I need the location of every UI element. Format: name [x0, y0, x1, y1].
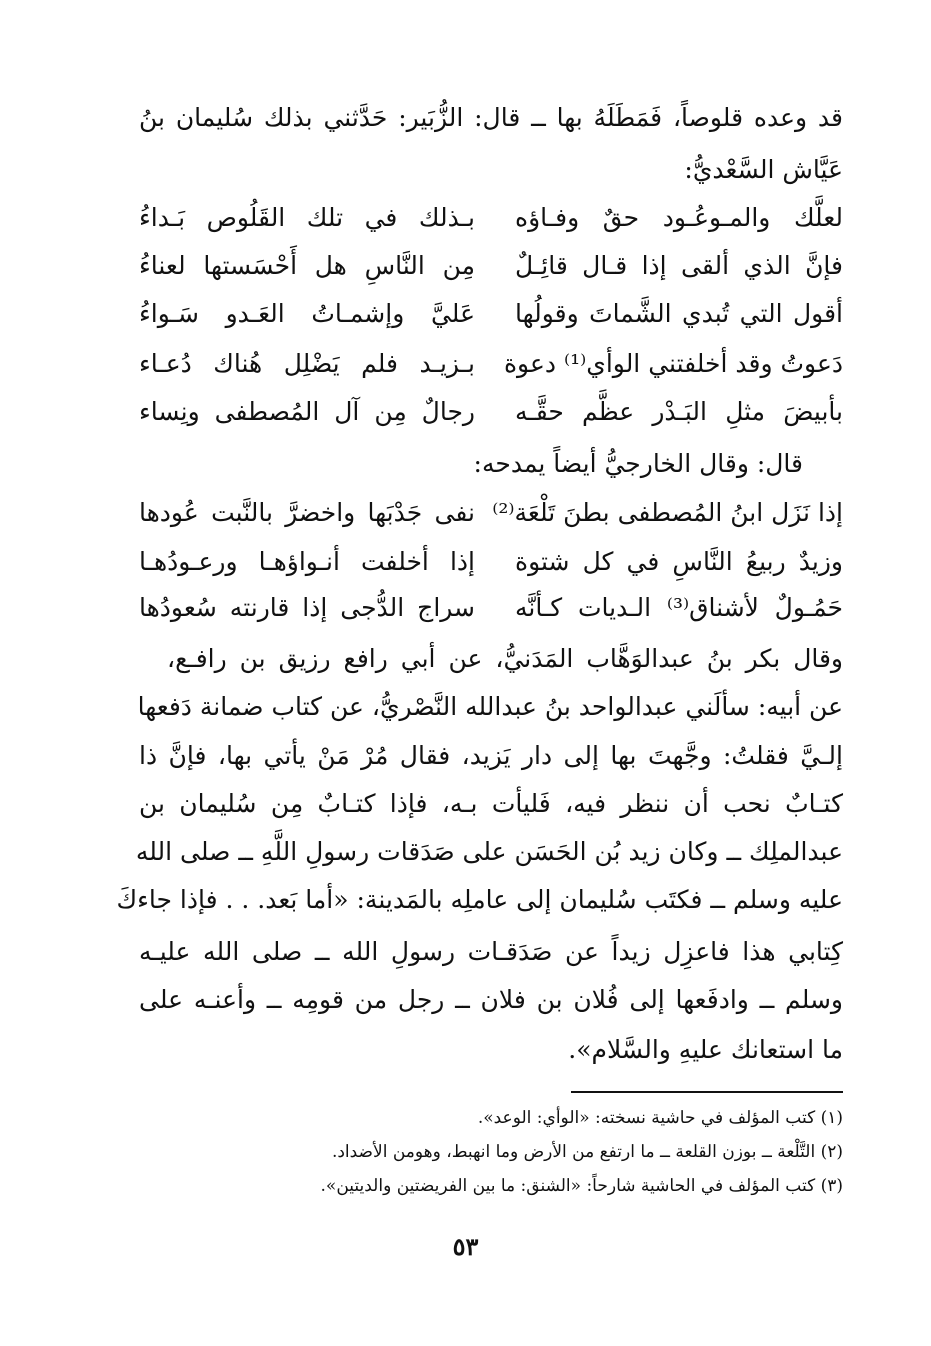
- second-hemistich: بـذلك في تلك القَلُوص بَـداءُ: [139, 203, 475, 232]
- poem1-verse-3: [139, 291, 843, 337]
- second-hemistich: سراج الدُّجى إذا قارنته سُعودُها: [139, 593, 475, 622]
- first-hemistich: دَعوتُ وقد أخلفتني الوأي⁽¹⁾ دعوة: [503, 349, 843, 378]
- second-hemistich: نفى جَدْبَها واخضرَّ بالنَّبت عُودها: [139, 498, 475, 527]
- second-hemistich: مِن النَّاسِ هل أَحْسَستها لعناءُ: [139, 251, 475, 280]
- prose-line-2: إلـيَّ فقلتُ: وجَّهتَ بها إلى دار يَزيد، فقال مُرْ مَنْ يأتي بها، فإنَّ ذا: [139, 741, 843, 770]
- first-hemistich: وزيدٌ ربيعُ النَّاسِ في كل شتوة: [515, 547, 843, 576]
- footnote-1: (١) كتب المؤلف في حاشية نسخته: «الوأي: الوعد».: [477, 1108, 843, 1128]
- second-hemistich: عَليَّ وإشمـاتُ العَـدو سَـواءُ: [139, 299, 475, 328]
- prose-line-6: كِتابي هذا فاعزِل زيداً عن صَدَقـات رسولِ الله ــ صلى الله عليـه: [139, 937, 843, 966]
- poem1-verse-2: [139, 243, 843, 289]
- poem2-verse-1: [139, 490, 843, 536]
- opening-line-1: قد وعده قلوصاً، فَمَطَلَهُ بها ــ قال: الزُّبَير: حَدَّثني بذلك سُليمان بنُ: [139, 103, 843, 132]
- prose-line-last: ما استعانك عليهِ والسَّلام».: [568, 1035, 843, 1064]
- second-hemistich: رجالٌ مِن آل المُصطفى ونِساء: [139, 397, 475, 426]
- prose-line-3: كتـابٌ نحب أن ننظر فيه، فَليأت بـه، فإذا كتـابٌ مِن سُليمان بن: [139, 789, 843, 818]
- second-hemistich: إذا أخلفت أنـواؤهـا ورعـودُهـا: [139, 547, 475, 576]
- poem2-verse-2: [139, 539, 843, 585]
- second-hemistich: بـزيـد فلم يَضْلِل هُناك دُعـاء: [139, 349, 475, 378]
- prose-line-1: عن أبيه: سألَني عبدالواحد بنُ عبدالله النَّصْريُّ، عن كتاب ضمانة دَفعها: [137, 692, 843, 721]
- poem2-verse-3: [139, 585, 843, 631]
- first-hemistich: بأبيضَ مثلِ البَـدْر عظَّم حقَّـه: [515, 397, 843, 426]
- first-hemistich: إذا نَزَل ابنُ المُصطفى بطنَ تَلْعَة⁽²⁾: [492, 498, 843, 527]
- first-hemistich: حَمُـولٌ لأشناق⁽³⁾ الـديات كـأنَّه: [515, 593, 843, 622]
- first-hemistich: لعلَّك والمـوعُـود حقٌ وفـاؤه: [515, 203, 843, 232]
- prose-line-7: وسلم ــ وادفَعها إلى فُلان بن فلان ــ رجل من قومِه ــ وأعنـه على: [139, 985, 843, 1014]
- first-hemistich: أقول التي تُبدي الشَّماتَ وقولُها: [515, 299, 843, 328]
- poem2-introduction: قال: وقال الخارجيُّ أيضاً يمدحه:: [473, 449, 803, 478]
- footnote-separator: [571, 1091, 843, 1093]
- poem1-verse-4: [139, 341, 843, 387]
- first-hemistich: فإنَّ الذي ألقى إذا قـال قائِـلٌ: [515, 251, 843, 280]
- prose-line-5: عليه وسلم ــ فكتَب سُليمان إلى عاملِه بالمَدينة: «أما بَعد. . . فإذا جاءكَ: [116, 885, 843, 914]
- prose-line-4: عبدالملِك ــ وكان زيد بُن الحَسَن على صَدَقات رسولِ اللَّهِ ــ صلى الله: [135, 837, 843, 866]
- prose-paragraph-first-line: وقال بكر بنُ عبدالوَهَّاب المَدَنيُّ، عن أبي رافع رزيق بن رافـع،: [167, 644, 843, 673]
- poem1-verse-5: [139, 389, 843, 435]
- page-number: ٥٣: [452, 1232, 479, 1261]
- footnote-3: (٣) كتب المؤلف في الحاشية شارحاً: «الشنق: ما بين الفريضتين والديتين».: [320, 1176, 843, 1196]
- footnote-2: (٢) التَّلْعة ــ بوزن القلعة ــ ما ارتفع من الأرض وما انهبط، وهومن الأضداد.: [331, 1142, 843, 1162]
- poem1-verse-1: [139, 195, 843, 241]
- opening-line-2: عَيَّاش السَّعْديُّ:: [684, 155, 843, 184]
